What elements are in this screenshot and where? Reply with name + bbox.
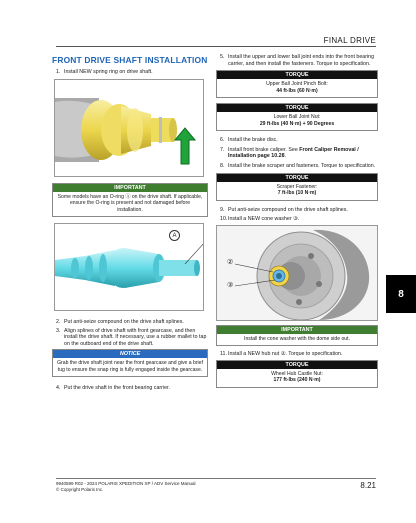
figure-spring-ring bbox=[54, 79, 204, 177]
cross-reference-link[interactable]: Front Caliper Removal / Installation page 10.28 bbox=[228, 146, 359, 160]
footer-document-info bbox=[56, 481, 196, 492]
step-4 bbox=[56, 385, 208, 392]
step-3 bbox=[56, 328, 208, 348]
torque-spec-value: 29 ft-lbs (40 N·m) + 90 Degrees bbox=[259, 120, 335, 127]
footer-rule bbox=[56, 478, 376, 479]
step-number: 7. bbox=[220, 146, 225, 153]
step-7 bbox=[220, 147, 378, 160]
step-number: 5. bbox=[220, 54, 225, 60]
important-label: IMPORTANT bbox=[217, 326, 377, 334]
footer-doc-title: 9940599 R02 - 2024 POLARIS XPEDITION XP / ADV Service Manual bbox=[56, 481, 196, 486]
section-title: FRONT DRIVE SHAFT INSTALLATION bbox=[52, 55, 208, 65]
important-label: IMPORTANT bbox=[53, 184, 207, 192]
hub-brake-disc-illustration bbox=[217, 226, 378, 321]
step-number: 6. bbox=[220, 137, 225, 144]
step-text: Put anti-seize compound on the drive shaft splines. bbox=[228, 206, 348, 213]
step-text: Install the brake scraper and fasteners. Torque to specification. bbox=[228, 162, 376, 169]
torque-spec-name: Scraper Fastener: bbox=[276, 183, 318, 190]
header-rule bbox=[56, 46, 376, 47]
step-1 bbox=[56, 69, 208, 76]
important-text: Install the cone washer with the dome side out. bbox=[244, 335, 350, 342]
torque-spec-value: 7 ft-lbs (10 N·m) bbox=[277, 190, 317, 197]
step-text: Install a NEW cone washer ③. bbox=[228, 216, 300, 223]
torque-callout-4 bbox=[216, 360, 378, 388]
notice-text: Grab the drive shaft joint near the front gearcase and give a brief tug to ensure the snap ring is fully engaged inside the gearcase. bbox=[57, 360, 203, 373]
callout-2 bbox=[227, 258, 233, 267]
torque-label: TORQUE bbox=[217, 174, 377, 182]
step-number: 8. bbox=[220, 162, 225, 169]
section-header: FINAL DRIVE bbox=[323, 36, 376, 45]
step-text-end: . bbox=[284, 153, 287, 160]
step-number: 3. bbox=[56, 327, 61, 334]
torque-label: TORQUE bbox=[217, 361, 377, 369]
step-6 bbox=[220, 137, 378, 144]
step-2 bbox=[56, 319, 208, 326]
step-text: Install NEW spring ring on drive shaft. bbox=[64, 69, 153, 75]
torque-spec-value: 177 ft-lbs (240 N·m) bbox=[273, 377, 321, 384]
step-number: 10. bbox=[220, 216, 228, 223]
torque-spec-value: 44 ft-lbs (60 N·m) bbox=[276, 87, 318, 94]
drive-shaft-o-ring-illustration bbox=[55, 224, 204, 311]
step-text-lead: Install front brake caliper. See bbox=[228, 146, 300, 153]
torque-label: TORQUE bbox=[217, 104, 377, 112]
step-text: Put anti-seize compound on the drive shaft splines. bbox=[64, 319, 184, 326]
torque-callout-2 bbox=[216, 103, 378, 131]
step-11 bbox=[220, 351, 378, 358]
left-column bbox=[52, 54, 208, 392]
important-callout bbox=[52, 183, 208, 218]
figure-hub-nut bbox=[216, 225, 378, 321]
step-number: 11. bbox=[220, 351, 227, 358]
notice-callout bbox=[52, 349, 208, 377]
torque-callout-3 bbox=[216, 173, 378, 201]
step-9 bbox=[220, 207, 378, 214]
callout-3-label: ③ bbox=[227, 281, 234, 289]
step-number: 1. bbox=[56, 69, 61, 75]
step-text: Install the brake disc. bbox=[228, 137, 278, 144]
figure-o-ring bbox=[54, 223, 204, 311]
step-text: Install a NEW hub nut ②. Torque to specification. bbox=[228, 351, 343, 358]
torque-callout-1 bbox=[216, 70, 378, 98]
torque-label: TORQUE bbox=[217, 71, 377, 79]
step-number: 4. bbox=[56, 385, 61, 392]
step-text: Align splines of drive shaft with front gearcase, and then install the drive shaft. If necessary, use a rubber mallet to tap on the outboard end of the drive shaft. bbox=[64, 327, 207, 347]
right-column bbox=[216, 54, 378, 388]
drive-shaft-spring-ring-illustration bbox=[55, 80, 204, 177]
step-text: Install the upper and lower ball joint ends into the front bearing carrier, and then install the fasteners. Torque to specification. bbox=[228, 54, 375, 67]
page-number: 8.21 bbox=[360, 481, 376, 490]
callout-3 bbox=[227, 281, 233, 290]
torque-spec-name: Wheel Hub Castle Nut: bbox=[271, 370, 323, 377]
step-number: 9. bbox=[220, 206, 225, 213]
important-callout bbox=[216, 325, 378, 347]
footer-copyright: © Copyright Polaris Inc. bbox=[56, 486, 104, 492]
torque-spec-name: Lower Ball Joint Nut: bbox=[273, 114, 321, 121]
step-number: 2. bbox=[56, 319, 61, 326]
step-8 bbox=[220, 163, 378, 170]
step-text: Put the drive shaft in the front bearing carrier. bbox=[64, 385, 170, 392]
torque-spec-name: Upper Ball Joint Pinch Bolt: bbox=[266, 81, 328, 88]
chapter-tab: 8 bbox=[386, 275, 416, 313]
step-5 bbox=[220, 54, 378, 67]
callout-a-label: A bbox=[172, 233, 177, 240]
important-text: Some models have an O-ring Ⓐ on the drive shaft. If applicable, ensure the O-ring is present and not damaged before installation. bbox=[57, 193, 203, 213]
step-text bbox=[228, 147, 378, 160]
notice-label: NOTICE bbox=[53, 350, 207, 358]
step-10 bbox=[220, 216, 378, 223]
callout-2-label: ② bbox=[227, 258, 234, 266]
